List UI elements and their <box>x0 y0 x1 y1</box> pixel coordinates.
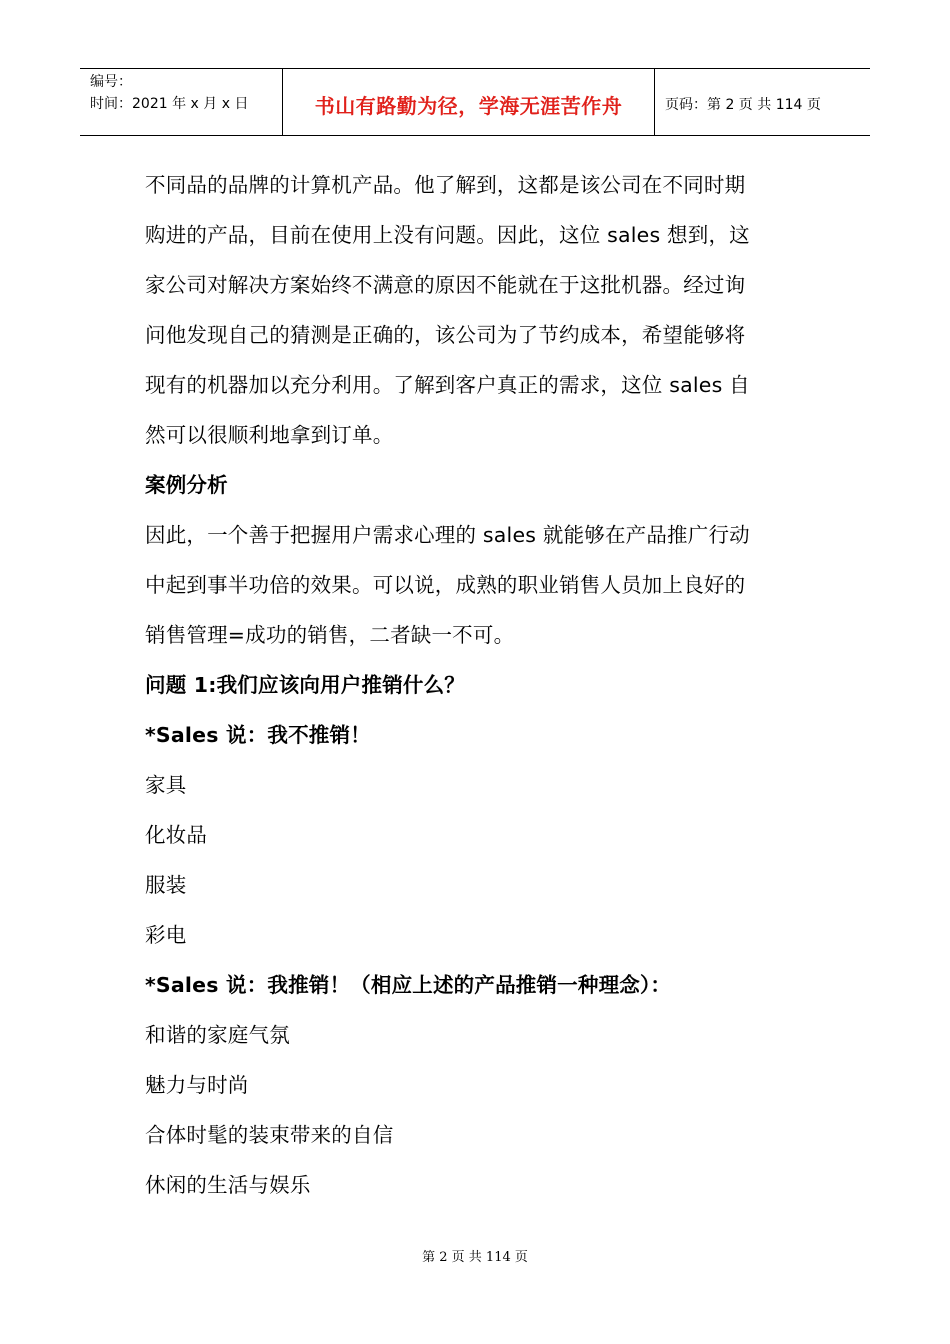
not-sell-heading: *Sales 说：我不推销！ <box>145 723 371 747</box>
concept-item: 和谐的家庭气氛 <box>145 1023 290 1047</box>
sell-heading: *Sales 说：我推销！（相应上述的产品推销一种理念）： <box>145 973 672 997</box>
body-line: 问他发现自己的猜测是正确的，该公司为了节约成本，希望能够将 <box>145 323 746 347</box>
question-heading: 问题 1:我们应该向用户推销什么？ <box>145 673 465 697</box>
document-date: 时间：2021 年 x 月 x 日 <box>90 96 249 112</box>
body-line: 现有的机器加以充分利用。了解到客户真正的需求，这位 sales 自 <box>145 373 750 397</box>
document-number-label: 编号： <box>90 74 132 90</box>
product-item: 彩电 <box>145 923 187 947</box>
header-motto-cell <box>282 69 655 135</box>
case-analysis-heading: 案例分析 <box>145 473 228 497</box>
body-line: 不同品的品牌的计算机产品。他了解到，这都是该公司在不同时期 <box>145 173 746 197</box>
header-motto: 书山有路勤为径，学海无涯苦作舟 <box>314 93 623 118</box>
analysis-line: 销售管理=成功的销售，二者缺一不可。 <box>145 623 515 647</box>
concept-item: 休闲的生活与娱乐 <box>145 1173 311 1197</box>
page-footer <box>0 1246 950 1265</box>
page-header <box>80 68 870 136</box>
analysis-line: 因此，一个善于把握用户需求心理的 sales 就能够在产品推广行动 <box>145 523 750 547</box>
document-body <box>145 160 805 1210</box>
body-line: 家公司对解决方案始终不满意的原因不能就在于这批机器。经过询 <box>145 273 746 297</box>
analysis-line: 中起到事半功倍的效果。可以说，成熟的职业销售人员加上良好的 <box>145 573 746 597</box>
header-page-info: 页码：第 2 页 共 114 页 <box>665 97 821 113</box>
product-item: 服装 <box>145 873 187 897</box>
body-line: 然可以很顺利地拿到订单。 <box>145 423 394 447</box>
concept-item: 魅力与时尚 <box>145 1073 249 1097</box>
concept-item: 合体时髦的装束带来的自信 <box>145 1123 394 1147</box>
header-page-info-cell <box>655 69 870 135</box>
footer-page-number: 第 2 页 共 114 页 <box>422 1250 528 1265</box>
product-item: 化妆品 <box>145 823 208 847</box>
product-item: 家具 <box>145 773 187 797</box>
header-meta <box>80 69 282 135</box>
body-line: 购进的产品，目前在使用上没有问题。因此，这位 sales 想到，这 <box>145 223 750 247</box>
